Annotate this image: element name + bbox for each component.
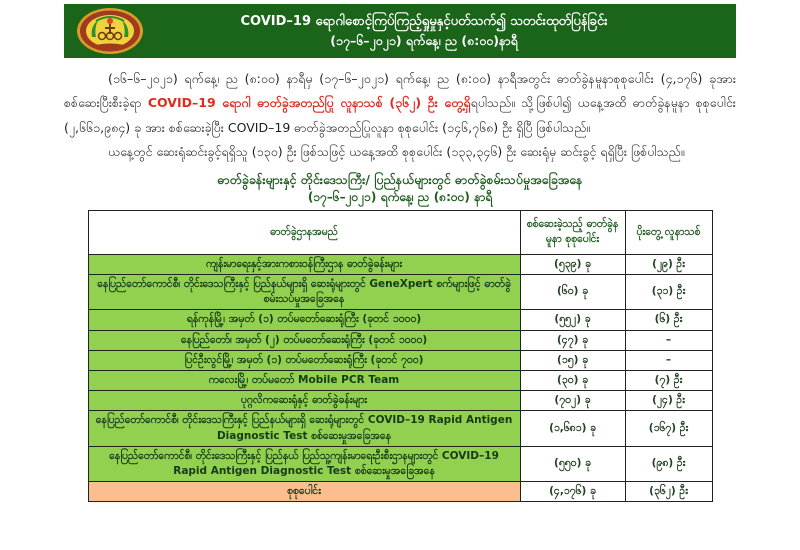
lab-name-cell: နေပြည်တော်ကောင်စီ၊ တိုင်းဒေသကြီးနှင့် ပြည်နယ်များရှိ ဆေးရုံများတွင် COVID–19 Rapid Antigen Diagnostic Test စစ်ဆေးမှုအခြေအနေ: [88, 411, 520, 446]
samples-cell: (၁၅) ခု: [520, 350, 625, 370]
table-row: [88, 274, 712, 309]
table-row: [88, 391, 712, 411]
table-row: [88, 350, 712, 370]
table-row: [88, 411, 712, 446]
column-header-new-positives: ပိုးတွေ့ လူနာသစ်: [625, 210, 712, 254]
samples-cell: (၆၀) ခု: [520, 274, 625, 309]
report-body: [64, 67, 736, 165]
lab-name-cell: နေပြည်တော်ကောင်စီ၊ တိုင်းဒေသကြီးနှင့် ပြည်နယ် ပြည်သူ့ကျန်းမာရေးဦးစီးဌာနများတွင် COVID–19 Rapid Antigen Diagnostic Test စစ်ဆေးမှုအခြေအနေ: [88, 446, 520, 481]
lab-name-cell: ရန်ကုန်မြို့၊ အမှတ် (၁) တပ်မတော်ဆေးရုံကြီး (ခုတင် ၁၀၀၀): [88, 310, 520, 330]
table-header-row: [88, 210, 712, 254]
positives-cell: –: [625, 350, 712, 370]
samples-cell: (၇၀၂) ခု: [520, 391, 625, 411]
table-row: [88, 446, 712, 481]
table-title-line2: (၁၇–၆–၂၀၂၁) ရက်နေ့၊ ည (၈:၀၀) နာရီ: [307, 190, 493, 205]
positives-cell: (၃၁) ဦး: [625, 274, 712, 309]
samples-cell: (၃၀) ခု: [520, 370, 625, 390]
lab-name-cell: နေပြည်တော်ကောင်စီ၊ တိုင်းဒေသကြီးနှင့် ပြည်နယ်များရှိ ဆေးရုံများတွင် GeneXpert စက်များဖြင့် ဓာတ်ခွဲစမ်းသပ်မှုအခြေအနေ: [88, 274, 520, 309]
lab-results-table: [88, 210, 713, 503]
table-row: [88, 370, 712, 390]
positives-cell: (၁၆၇) ဦး: [625, 411, 712, 446]
report-title-line2: (၁၇–၆–၂၀၂၁) ရက်နေ့၊ ည (၈:၀၀)နာရီ: [330, 32, 518, 48]
report-title-line1: COVID–19 ရောဂါစောင့်ကြပ်ကြည့်ရှုမှုနှင့်ပတ်သက်၍ သတင်းထုတ်ပြန်ခြင်း: [240, 13, 608, 29]
samples-cell: (၅၃၉) ခု: [520, 254, 625, 274]
samples-cell: (၁,၆၈၁) ခု: [520, 411, 625, 446]
lab-name-cell: နေပြည်တော်၊ အမှတ် (၂) တပ်မတော်ဆေးရုံကြီး (ခုတင် ၁၀၀၀): [88, 330, 520, 350]
samples-cell: (၅၅၂) ခု: [520, 310, 625, 330]
positives-cell: –: [625, 330, 712, 350]
paragraph-daily-results: [64, 67, 736, 140]
table-row: [88, 310, 712, 330]
header-banner: [64, 4, 736, 58]
lab-name-cell: ကလေးမြို့၊ တပ်မတော် Mobile PCR Team: [88, 370, 520, 390]
positives-cell: (၂၄) ဦး: [625, 391, 712, 411]
paragraph1-highlight-new-cases: COVID–19 ရောဂါ ဓာတ်ခွဲအတည်ပြု လူနာသစ် (၃၆၂) ဦး တွေ့ရှိ: [147, 95, 471, 111]
paragraph-discharges: ယနေ့တွင် ဆေးရုံဆင်းခွင့်ရရှိသူ (၁၃၀) ဦး ဖြစ်သဖြင့် ယနေ့အထိ စုစုပေါင်း (၁၃၃,၃၄၆) ဦး ဆေးရုံမှ ဆင်းခွင့် ရရှိပြီး ဖြစ်ပါသည်။: [108, 144, 685, 160]
lab-table-body: [88, 254, 712, 482]
lab-name-cell: ပြင်ဦးလွင်မြို့၊ အမှတ် (၁) တပ်မတော်ဆေးရုံကြီး (ခုတင် ၇၀၀): [88, 350, 520, 370]
table-total-row: [88, 482, 712, 502]
paragraph1-lead: (၁၆–၆–၂၀၂၁) ရက်နေ့၊ ည (၈:၀၀) နာရီမှ (၁၇–၆–၂၀၂၁) ရက်နေ့၊ ည (၈:၀၀) နာရီအတွင်း ဓာတ်ခွဲနမူနာစုစုပေါင်း (၄,၁၇၆) ခုအား စစ်ဆေးပြီးစီးခဲ့ရာ: [64, 71, 736, 111]
total-positives-value: (၃၆၂) ဦး: [625, 482, 712, 502]
positives-cell: (၆) ဦး: [625, 310, 712, 330]
table-title: [64, 171, 736, 207]
table-title-line1: ဓာတ်ခွဲခန်းများနှင့် တိုင်းဒေသကြီး/ ပြည်နယ်များတွင် ဓာတ်ခွဲစမ်းသပ်မှုအခြေအနေ: [217, 171, 583, 187]
lab-name-cell: ကျန်းမာရေးနှင့်အားကစားဝန်ကြီးဌာန ဓာတ်ခွဲခန်းများ: [88, 254, 520, 274]
total-label: စုစုပေါင်း: [88, 482, 520, 502]
table-row: [88, 330, 712, 350]
total-samples-value: (၄,၁၇၆) ခု: [520, 482, 625, 502]
ministry-seal-icon: [76, 7, 144, 55]
column-header-samples-tested: စစ်ဆေးခဲ့သည့် ဓာတ်ခွဲနမူနာ စုစုပေါင်း: [520, 210, 625, 254]
positives-cell: (၉၈) ဦး: [625, 446, 712, 481]
positives-cell: (၇) ဦး: [625, 370, 712, 390]
paragraph1-tail: ရပါသည်။ သို့ဖြစ်ပါ၍ ယနေ့အထိ ဓာတ်ခွဲနမူနာ စုစုပေါင်း (၂,၆၆၁,၉၈၄) ခု အား စစ်ဆေးခဲ့ပြီး COVID–19 ဓာတ်ခွဲအတည်ပြုလူနာ စုစုပေါင်း (၁၄၆,၇၆၈) ဦး ရှိပြီ ဖြစ်ပါသည်။: [64, 95, 736, 135]
table-row: [88, 254, 712, 274]
samples-cell: (၅၅၀) ခု: [520, 446, 625, 481]
lab-name-cell: ပုဂ္ဂလိကဆေးရုံနှင့် ဓာတ်ခွဲခန်းများ: [88, 391, 520, 411]
column-header-lab-name: ဓာတ်ခွဲဌာနအမည်: [88, 210, 520, 254]
samples-cell: (၄၇) ခု: [520, 330, 625, 350]
report-title: [184, 12, 615, 51]
positives-cell: (၂၉) ဦး: [625, 254, 712, 274]
